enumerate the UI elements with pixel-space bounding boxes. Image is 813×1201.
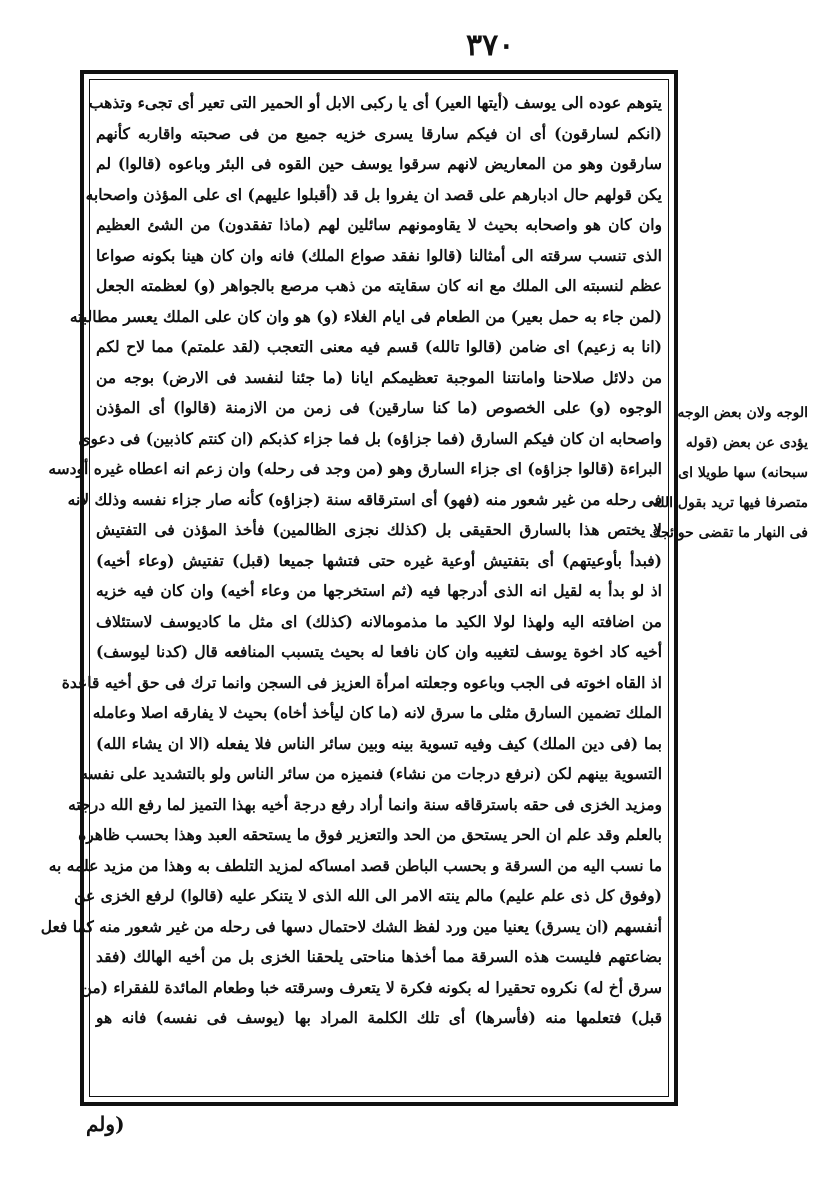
text-line: من دلائل صلاحنا وامانتنا الموجبة تعظيمكم ايانا (ما جئنا لنفسد فى الارض) بوجه من [96,367,662,387]
text-line: بالعلم وقد علم ان الحر يستحق من الحد والتعزير فوق ما يستحقه العبد وهذا بحسب ظاهره [78,825,662,844]
text-line: بضاعتهم فليست هذه السرقة مما أخذها مناحتى يلحقنا الخزى بل من أخيه الهالك (فقد [96,947,662,966]
margin-note [649,398,808,548]
text-line: ومزيد الخزى فى حقه باسترقاقه سنة وانما أراد رفع درجة أخيه بهذا التميز لما رفع الله درجته [68,794,662,814]
text-line: سرق أخ له) نكروه تحقيرا له بكونه فكرة لا يتعرف وسرقته خبا وطعام المائدة للفقراء (من [80,977,662,997]
text-line: التسوية بينهم لكن (نرفع درجات من نشاء) فنميزه من سائر الناس ولو بالتشديد على نفسه [80,764,662,783]
text-line: يتوهم عوده الى يوسف (أيتها العير) أى يا ركبى الابل أو الحمير التى تعير أى تجىء وتذهب [88,93,662,112]
page-frame [40,70,678,1106]
text-line: بما (فى دين الملك) كيف وفيه تسوية بينه وبين سائر الناس فلا يفعله (الا ان يشاء الله) [96,733,662,753]
margin-note-line: يؤدى عن بعض (قوله [685,435,808,451]
text-line: البراءة (قالوا جزاؤه) اى جزاء السارق وهو (من وجد فى رحله) وان زعم انه اعطاه غيره أودسه [48,459,662,478]
margin-note-line: الوجه ولان بعض الوجه [677,405,808,421]
page-number: ۳۷۰ [466,28,515,63]
text-line: واصحابه ان كان فيكم السارق (فما جزاؤه) بل فما جزاء كذبكم (ان كنتم كاذبين) فى دعوى [78,428,662,448]
catchword: (ولم [86,1112,125,1136]
text-line: (انا به زعيم) اى ضامن (قالوا تالله) قسم فيه معنى التعجب (لقد علمتم) مما لاح لكم [96,337,662,356]
text-line: اذ لو بدأ به لقيل انه الذى أدرجها فيه (ثم استخرجها من وعاء أخيه) وان كان فيه خزيه [96,581,662,600]
text-line: (لمن جاء به حمل بعير) من الطعام فى ايام الغلاء (و) هو وان كان على الملك يعسر مطالبته [69,306,662,326]
margin-note-line: فى النهار ما تقضى حوائجك [649,525,808,541]
text-line: الذى تنسب سرقته الى أمثالنا (قالوا نفقد صواع الملك) فانه وان كان هينا بكونه صواعا [96,245,662,265]
text-line: عظم لنسبته الى الملك مع انه كان سقايته من ذهب مرصع بالجواهر (و) لعظمته الجعل [96,276,662,295]
text-line: لا يختص هذا بالسارق الحقيقى بل (كذلك نجزى الظالمين) فأخذ المؤذن فى التفتيش [96,520,662,539]
text-line: ما نسب اليه من السرقة و بحسب الباطن قصد امساكه لمزيد التلطف به وهذا من مزيد علمه به [48,855,662,875]
text-line: وان كان هو واصحابه بحيث لا يقاومونهم سائلين لهم (ماذا تفقدون) من الشئ العظيم [96,215,662,234]
text-line: (انكم لسارقون) أى ان فيكم سارقا يسرى خزيه جميع من فى صحبته واقاربه كأنهم [96,123,662,143]
main-text-block [40,88,662,1092]
text-line: من اضافته اليه ولهذا لولا الكيد ما مذمومالانه (كذلك) اى مثل ما كاديوسف لاستئلاف [96,611,662,631]
text-line: (وفوق كل ذى علم عليم) مالم ينته الامر الى الله الذى لا يتنكر عليه (قالوا) لرفع الخزى عن [74,886,662,905]
text-line: الوجوه (و) على الخصوص (ما كنا سارقين) فى زمن من الازمنة (قالوا) أى المؤذن [96,398,662,417]
text-line: فى رحله من غير شعور منه (فهو) أى استرقاقه سنة (جزاؤه) كأنه صار جزاء نفسه وذلك لانه [67,489,662,509]
text-line: اذ القاه اخوته فى الجب وباعوه وجعلته امرأة العزيز فى السجن وانما ترك فى حق أخيه قاعدة [61,672,662,692]
text-line: أنفسهم (ان يسرق) يعنيا مين ورد لفظ الشك لاحتمال دسها فى رحله من غير شعور منه كما فعل [40,916,662,936]
text-line: يكن قولهم حال ادبارهم على قصد ان يفروا بل قد (أقبلوا عليهم) اى على المؤذن واصحابه [85,184,662,204]
text-line: سارقون وهو من المعاريض لانهم سرقوا يوسف حين القوه فى البئر وباعوه (قالوا) لم [96,154,662,173]
text-line: قبل) فتعلمها منه (فأسرها) أى تلك الكلمة المراد بها (يوسف فى نفسه) فانه هو [96,1008,662,1027]
text-line: الملك تضمين السارق مثلى ما سرق لانه (ما كان ليأخذ أخاه) بحيث لا يفارقه اصلا وعامله [92,703,662,722]
margin-note-line: متصرفا فيها تريد بقول الله [652,495,808,511]
text-line: أخيه كاد اخوة يوسف لتغيبه وان كان نافعا له بحيث يتسبب المنافعه قال (كدنا ليوسف) [96,642,662,661]
margin-note-line: سبحانه) سها طويلا اى [678,465,808,481]
text-line: (فبدأ بأوعيتهم) أى بتفتيش أوعية غيره حتى فتشها جميعا (قبل) تفتيش (وعاء أخيه) [96,550,662,570]
